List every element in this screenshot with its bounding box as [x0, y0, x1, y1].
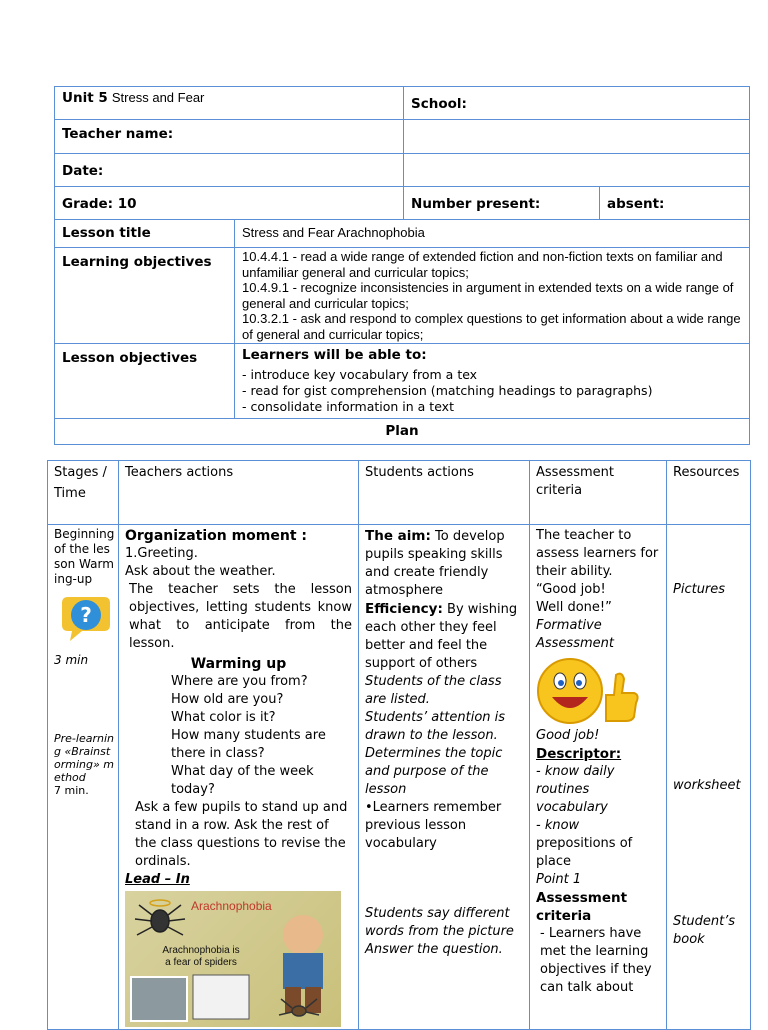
unit-title: Stress and Fear: [111, 90, 205, 105]
greeting-text: 1.Greeting.: [125, 546, 198, 561]
learning-objectives-label-cell: [55, 248, 235, 344]
aim-label: The aim:: [365, 528, 431, 544]
header-students: Students actions: [359, 461, 530, 525]
warmup-question: What color is it?: [171, 710, 276, 725]
weather-text: Ask about the weather.: [125, 564, 276, 579]
learning-objectives-label: Learning objectives: [62, 254, 212, 270]
teacher-sets-text: The teacher sets the lesson objectives, letting students know what to anticipate from the lesson.: [129, 582, 352, 651]
point-text: Point 1: [536, 872, 582, 887]
stages-header-line: Stages /: [54, 465, 107, 480]
header-stages: [48, 461, 119, 525]
ask-pupils-text: Ask a few pupils to stand up and stand in a row. Ask the rest of the class questions to revise the ordinals.: [135, 800, 348, 869]
teacher-name-value: [404, 120, 750, 154]
teacher-name-cell: [55, 120, 404, 154]
date-cell: [55, 154, 404, 187]
lesson-objectives-cell: [235, 344, 750, 419]
lesson-objective: - consolidate information in a text: [242, 399, 454, 414]
descriptor-heading: Descriptor:: [536, 746, 622, 762]
picture-caption: Arachnophobia is a fear of spiders: [162, 945, 240, 968]
teacher-assess-text: The teacher to assess learners for their ability.: [536, 528, 659, 579]
grade-label: Grade: 10: [62, 196, 137, 212]
say-words-text: Students say different words from the picture: [365, 906, 514, 939]
teachers-cell: [119, 525, 359, 1030]
assessment-criteria-heading: Assessment criteria: [536, 890, 628, 924]
stage-beginning: Beginning of the lesson Warming-up: [54, 527, 115, 586]
stage-time-2: 7 min.: [54, 784, 89, 797]
school-label: School:: [411, 96, 467, 112]
learning-objective: 10.4.4.1 - read a wide range of extended fiction and non-fiction texts on familiar and unfamiliar general and curricular topics;: [242, 249, 723, 280]
students-listed-text: Students of the class are listed.: [365, 674, 502, 707]
lesson-objectives-label: Lesson objectives: [62, 350, 198, 366]
lesson-title-value-cell: [235, 220, 750, 248]
warmup-question: Where are you from?: [171, 674, 308, 689]
resources-cell: [667, 525, 751, 1030]
learners-will-label: Learners will be able to:: [242, 347, 427, 363]
warmup-question: What day of the week today?: [171, 764, 314, 797]
descriptor-know: - know: [536, 818, 580, 833]
answer-question-text: Answer the question.: [365, 942, 503, 957]
assessment-cell: [530, 525, 667, 1030]
stage-pre-learning: Pre-learning «Brainstorming» method: [54, 732, 114, 784]
lesson-objective: - introduce key vocabulary from a tex: [242, 367, 478, 382]
efficiency-text: By wishing each other they feel better and feel the support of others: [365, 602, 518, 671]
stages-cell: [48, 525, 119, 1030]
well-done-text: Well done!”: [536, 600, 612, 615]
assessment-criteria-text: - Learners have met the learning objectives if they can talk about: [540, 926, 652, 995]
descriptor-2-text: prepositions of place: [536, 836, 633, 869]
date-label: Date:: [62, 163, 104, 179]
header-assessment: Assessment criteria: [530, 461, 667, 525]
number-present-label: Number present:: [411, 196, 541, 212]
absent-cell: [600, 187, 750, 220]
efficiency-label: Efficiency:: [365, 601, 443, 617]
good-job-text: Good job!: [536, 728, 600, 743]
picture-title: Arachnophobia: [191, 899, 272, 913]
warmup-question: How many students are there in class?: [171, 728, 326, 761]
students-cell: [359, 525, 530, 1030]
lesson-title-label: Lesson title: [62, 225, 151, 241]
lesson-objective: - read for gist comprehension (matching headings to paragraphs): [242, 383, 653, 398]
learning-objectives-cell: [235, 248, 750, 344]
arachnophobia-picture: [125, 891, 341, 1027]
descriptor-know: - know: [536, 764, 580, 779]
unit-cell: [55, 87, 404, 120]
plan-cell: [55, 419, 750, 445]
aim-text: To develop pupils speaking skills and create friendly atmosphere: [365, 529, 505, 598]
resource-book: Student’s book: [673, 914, 736, 947]
warming-up-heading: Warming up: [190, 656, 287, 672]
stage-time-1: 3 min: [54, 653, 89, 667]
lesson-title-value: Stress and Fear Arachnophobia: [242, 225, 425, 240]
plan-table: [47, 460, 751, 1030]
lead-in-heading: Lead – In: [125, 872, 190, 887]
students-attention-text: Students’ attention is drawn to the lesson.: [365, 710, 506, 743]
plan-heading: Plan: [385, 423, 419, 439]
teacher-name-label: Teacher name:: [62, 126, 174, 142]
resource-pictures: Pictures: [673, 582, 726, 597]
date-value: [404, 154, 750, 187]
warmup-question: How old are you?: [171, 692, 284, 707]
lesson-header-table: [54, 86, 750, 445]
question-mark-icon: [56, 595, 112, 643]
absent-label: absent:: [607, 196, 665, 212]
lesson-objectives-label-cell: [55, 344, 235, 419]
school-cell: [404, 87, 750, 120]
time-header-line: Time: [54, 486, 86, 501]
good-job-quote: “Good job!: [536, 582, 606, 597]
resource-worksheet: worksheet: [673, 778, 741, 793]
descriptor-1-text: daily routines vocabulary: [536, 764, 615, 815]
header-teachers: Teachers actions: [119, 461, 359, 525]
number-present-cell: [404, 187, 600, 220]
learning-objective: 10.3.2.1 - ask and respond to complex questions to get information about a wide range of general and curricular topics;: [242, 311, 741, 342]
svg-text:?: ?: [80, 603, 92, 627]
formative-assessment-text: Formative Assessment: [536, 618, 614, 651]
unit-label: Unit 5: [62, 90, 108, 106]
lesson-title-label-cell: [55, 220, 235, 248]
thumbs-up-smiley-icon: [536, 655, 644, 727]
learning-objective: 10.4.9.1 - recognize inconsistencies in argument in extended texts on a wide range of general and curricular topics;: [242, 280, 734, 311]
learners-remember-text: •Learners remember previous lesson vocabulary: [365, 800, 502, 851]
grade-cell: [55, 187, 404, 220]
org-moment-heading: Organization moment :: [125, 528, 308, 544]
header-resources: Resources: [667, 461, 751, 525]
determines-topic-text: Determines the topic and purpose of the lesson: [365, 746, 503, 797]
